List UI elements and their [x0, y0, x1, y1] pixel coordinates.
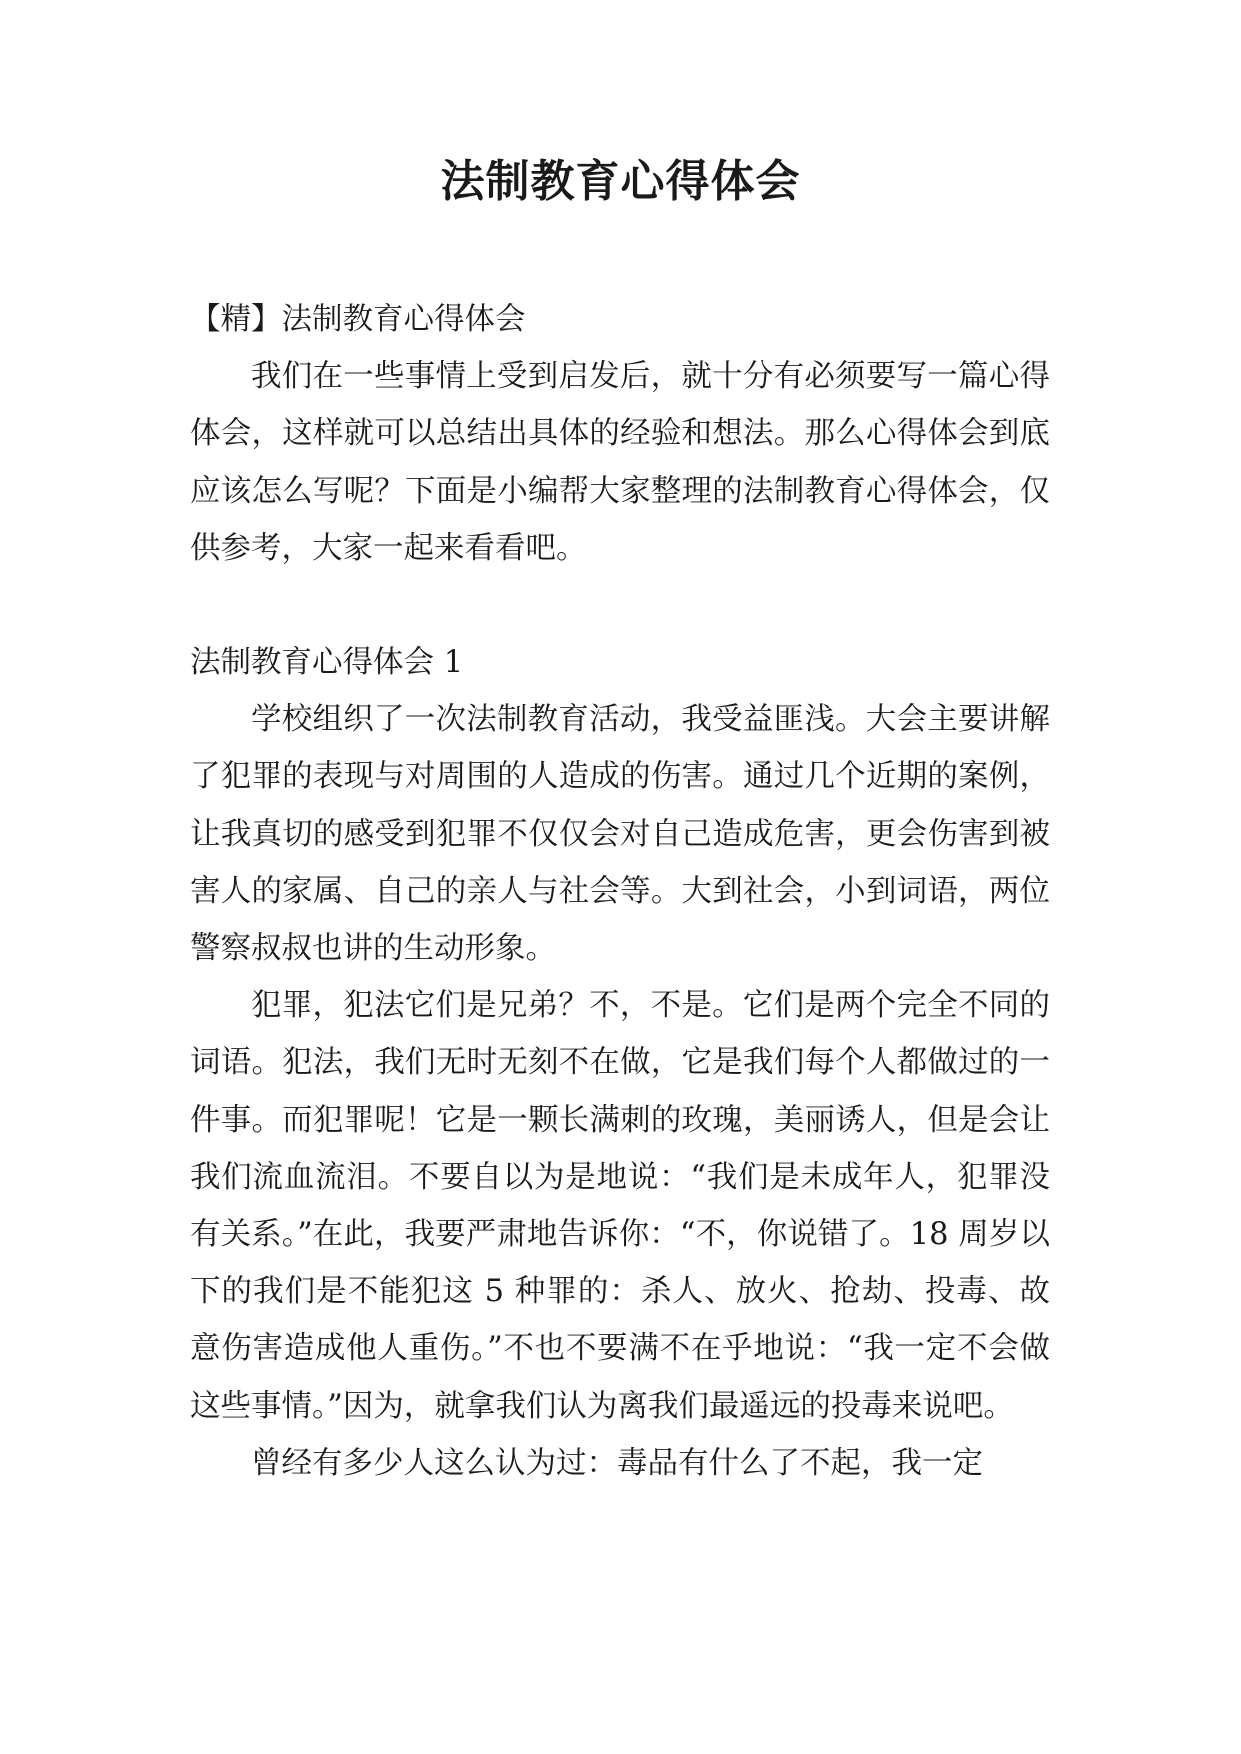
paragraph-spacer — [190, 577, 1050, 634]
body-paragraph: 犯罪，犯法它们是兄弟？不，不是。它们是两个完全不同的词语。犯法，我们无时无刻不在做，它是我们每个人都做过的一件事。而犯罪呢！它是一颗长满刺的玫瑰，美丽诱人，但是会让我们流血流泪。不要自以为是地说：“我们是未成年人，犯罪没有关系。”在此，我要严肃地告诉你：“不，你说错了。18 周岁以下的我们是不能犯这 5 种罪的：杀人、放火、抢劫、投毒、故意伤害造成他人重伤。”不也不要满不在乎地说：“我一定不会做这些事情。”因为，就拿我们认为离我们最遥远的投毒来说吧。 — [190, 988, 1050, 1424]
intro-paragraph: 我们在一些事情上受到启发后，就十分有必须要写一篇心得体会，这样就可以总结出具体的经验和想法。那么心得体会到底应该怎么写呢？下面是小编帮大家整理的法制教育心得体会，仅供参考，大家一起来看看吧。 — [190, 359, 1050, 566]
document-subtitle: 【精】法制教育心得体会 — [190, 302, 526, 337]
body-paragraph: 学校组织了一次法制教育活动，我受益匪浅。大会主要讲解了犯罪的表现与对周围的人造成的伤害。通过几个近期的案例，让我真切的感受到犯罪不仅仅会对自己造成危害，更会伤害到被害人的家属、自己的亲人与社会等。大到社会，小到词语，两位警察叔叔也讲的生动形象。 — [190, 702, 1050, 967]
document-body — [190, 291, 1050, 1492]
document-title: 法制教育心得体会 — [440, 156, 801, 207]
section-heading: 法制教育心得体会 1 — [190, 645, 464, 681]
body-paragraph: 曾经有多少人这么认为过：毒品有什么了不起，我一定 — [251, 1445, 983, 1481]
